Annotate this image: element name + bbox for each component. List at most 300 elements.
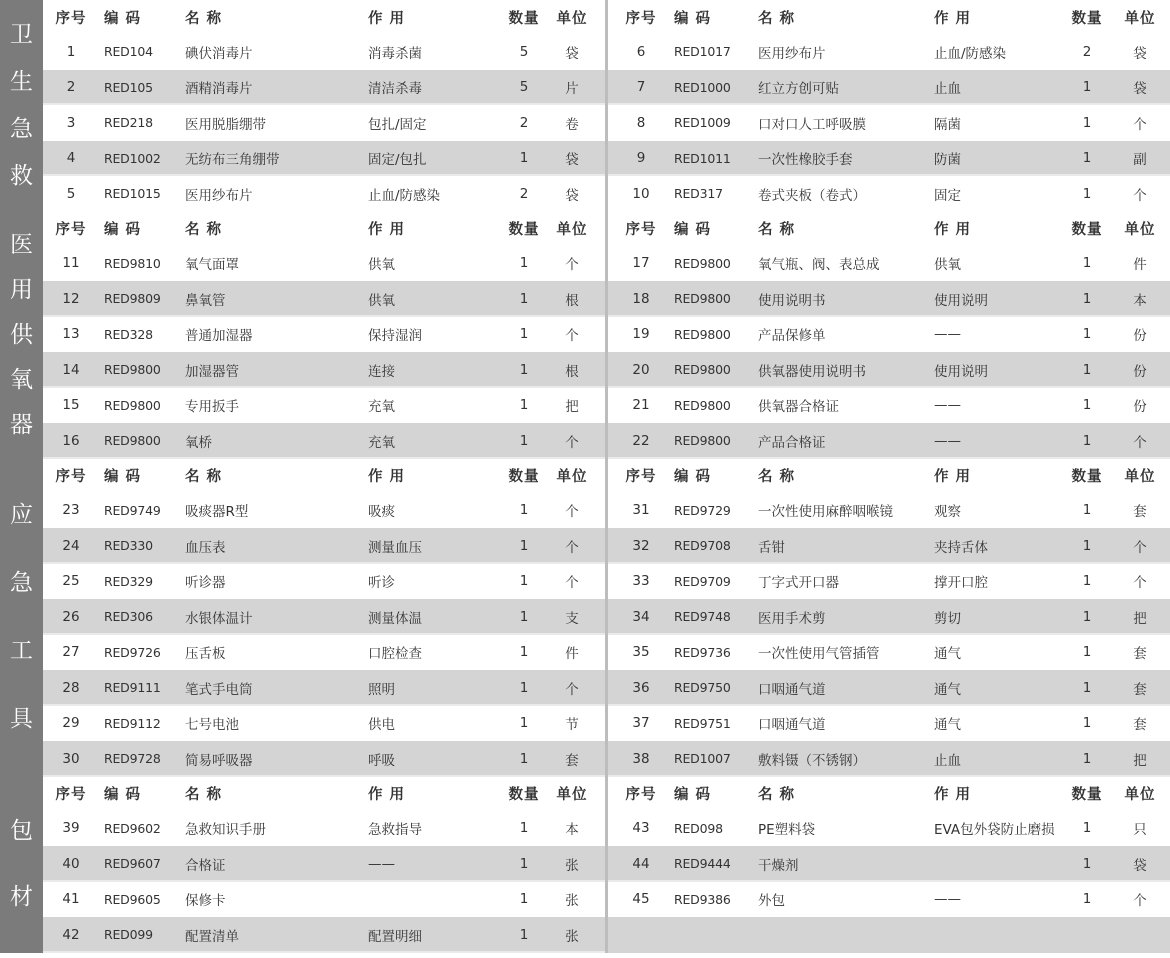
cell-num: 23 — [62, 502, 80, 519]
cell-use — [368, 882, 508, 918]
cell-name: 敷料镊（不锈钢） — [758, 752, 866, 769]
cell-num: 21 — [632, 397, 650, 414]
table-row — [43, 281, 605, 317]
cell-unit: 张 — [565, 857, 579, 874]
cell-name: 舌钳 — [758, 539, 785, 556]
cell-code: RED9800 — [104, 433, 161, 449]
cell-unit: 把 — [1133, 610, 1147, 627]
cell-unit: 个 — [565, 434, 579, 451]
cell-use: —— — [934, 432, 961, 449]
cell-unit: 份 — [1133, 399, 1147, 416]
table-row — [608, 423, 1170, 459]
cell-unit: 套 — [1133, 681, 1147, 698]
table-row — [608, 706, 1170, 742]
table-header — [608, 212, 1170, 246]
table-row — [608, 599, 1170, 635]
section-title-char: 应 — [10, 501, 33, 528]
header-use: 作 用 — [368, 10, 406, 27]
cell-num: 44 — [632, 855, 650, 872]
cell-code: RED9749 — [104, 502, 161, 518]
cell-name: 笔式手电筒 — [185, 681, 253, 698]
table-row — [43, 528, 605, 564]
cell-code: RED9736 — [674, 644, 731, 660]
cell-num: 27 — [62, 644, 80, 661]
cell-num: 9 — [636, 150, 646, 167]
right-table — [608, 459, 1170, 777]
cell-num: 15 — [62, 397, 80, 414]
cell-name: 供氧器合格证 — [758, 399, 839, 416]
cell-name: 一次性使用气管插管 — [758, 646, 880, 663]
cell-unit: 副 — [1133, 152, 1147, 169]
cell-use: 防菌 — [934, 152, 961, 169]
cell-unit: 袋 — [565, 45, 579, 62]
cell-qty: 1 — [519, 537, 529, 554]
cell-code: RED218 — [104, 115, 153, 131]
cell-use: —— — [934, 397, 961, 414]
table-row — [43, 564, 605, 600]
table-header — [43, 777, 605, 811]
cell-code: RED9726 — [104, 644, 161, 660]
header-unit: 单位 — [1124, 222, 1156, 238]
cell-qty: 1 — [519, 750, 529, 767]
cell-unit: 袋 — [565, 152, 579, 169]
section-3 — [0, 459, 1170, 777]
cell-use: 照明 — [368, 681, 395, 698]
table-row — [43, 70, 605, 106]
section-title — [0, 459, 43, 777]
cell-name: 红立方创可贴 — [758, 81, 839, 98]
cell-qty: 1 — [1082, 185, 1092, 202]
cell-name: 医用手术剪 — [758, 610, 826, 627]
table-row — [43, 599, 605, 635]
cell-unit: 本 — [1133, 292, 1147, 309]
cell-num: 38 — [632, 750, 650, 767]
cell-unit: 份 — [1133, 328, 1147, 345]
cell-unit: 个 — [565, 681, 579, 698]
table-row — [43, 423, 605, 459]
cell-num: 41 — [62, 891, 80, 908]
cell-num: 33 — [632, 573, 650, 590]
header-qty: 数量 — [1071, 787, 1103, 803]
cell-code: RED1007 — [674, 751, 731, 767]
cell-code: RED9607 — [104, 856, 161, 872]
cell-num: 16 — [62, 432, 80, 449]
cell-num: 10 — [632, 185, 650, 202]
cell-code: RED329 — [104, 573, 153, 589]
cell-use: 观察 — [934, 504, 961, 521]
cell-unit: 个 — [565, 575, 579, 592]
cell-num: 28 — [62, 679, 80, 696]
table-row — [43, 882, 605, 918]
cell-unit: 个 — [1133, 893, 1147, 910]
cell-name: 医用脱脂绷带 — [185, 116, 266, 133]
cell-qty: 1 — [1082, 608, 1092, 625]
cell-use: 测量体温 — [368, 610, 422, 627]
cell-code: RED9800 — [104, 362, 161, 378]
cell-unit: 只 — [1133, 822, 1147, 839]
header-name: 名 称 — [185, 787, 223, 803]
cell-use: 充氧 — [368, 434, 395, 451]
cell-code: RED098 — [674, 820, 723, 836]
cell-qty: 1 — [519, 150, 529, 167]
cell-qty: 1 — [519, 432, 529, 449]
cell-qty: 1 — [1082, 361, 1092, 378]
cell-name: 简易呼吸器 — [185, 752, 253, 769]
cell-code: RED099 — [104, 927, 153, 943]
cell-code: RED9112 — [104, 715, 161, 731]
header-code: 编 码 — [674, 469, 712, 485]
cell-name: 吸痰器R型 — [185, 504, 249, 521]
cell-unit: 个 — [1133, 575, 1147, 592]
cell-qty: 1 — [1082, 397, 1092, 414]
cell-code: RED9709 — [674, 573, 731, 589]
cell-code: RED9800 — [674, 255, 731, 271]
cell-use: —— — [368, 855, 395, 872]
right-table — [608, 777, 1170, 953]
cell-qty: 1 — [519, 891, 529, 908]
cell-name: 碘伏消毒片 — [185, 45, 253, 62]
cell-qty: 1 — [519, 644, 529, 661]
table-row — [608, 635, 1170, 671]
cell-use: 测量血压 — [368, 539, 422, 556]
cell-name: 一次性橡胶手套 — [758, 152, 853, 169]
cell-qty: 2 — [519, 185, 529, 202]
cell-use: —— — [934, 891, 961, 908]
cell-num: 17 — [632, 255, 650, 272]
cell-code: RED1000 — [674, 79, 731, 95]
cell-unit: 个 — [565, 257, 579, 274]
table-row — [43, 352, 605, 388]
cell-name: 无纺布三角绷带 — [185, 152, 280, 169]
cell-use: 配置明细 — [368, 928, 422, 945]
cell-use: 止血/防感染 — [368, 187, 441, 204]
cell-qty: 1 — [1082, 750, 1092, 767]
header-num: 序号 — [55, 222, 87, 238]
cell-use: 包扎/固定 — [368, 116, 427, 133]
table-row — [43, 246, 605, 282]
header-unit: 单位 — [556, 469, 588, 485]
cell-name: 血压表 — [185, 539, 226, 556]
cell-use: 吸痰 — [368, 504, 395, 521]
cell-unit: 根 — [565, 292, 579, 309]
cell-qty: 1 — [1082, 855, 1092, 872]
cell-num: 39 — [62, 820, 80, 837]
cell-unit: 卷 — [565, 116, 579, 133]
cell-num: 4 — [66, 150, 76, 167]
cell-unit: 个 — [565, 539, 579, 556]
cell-use: 止血/防感染 — [934, 45, 1007, 62]
cell-qty: 1 — [1082, 537, 1092, 554]
cell-qty: 1 — [1082, 432, 1092, 449]
table-row — [43, 635, 605, 671]
cell-code: RED1015 — [104, 186, 161, 202]
table-row — [608, 493, 1170, 529]
cell-name: 加湿器管 — [185, 363, 239, 380]
table-row — [608, 811, 1170, 847]
cell-qty: 1 — [519, 502, 529, 519]
cell-code: RED9748 — [674, 609, 731, 625]
table-row — [43, 388, 605, 424]
cell-name: 医用纱布片 — [758, 45, 826, 62]
table-row — [43, 317, 605, 353]
section-title-char: 用 — [10, 276, 33, 303]
cell-num: 24 — [62, 537, 80, 554]
cell-qty: 1 — [1082, 679, 1092, 696]
left-table — [43, 777, 605, 953]
section-title — [0, 0, 43, 212]
cell-use: —— — [934, 326, 961, 343]
table-header — [43, 212, 605, 246]
cell-qty: 1 — [1082, 891, 1092, 908]
cell-qty: 1 — [519, 397, 529, 414]
cell-name: 氧气面罩 — [185, 257, 239, 274]
cell-qty: 1 — [519, 573, 529, 590]
cell-qty: 1 — [1082, 79, 1092, 96]
cell-num: 20 — [632, 361, 650, 378]
cell-num: 43 — [632, 820, 650, 837]
table-row — [608, 882, 1170, 918]
cell-code: RED9708 — [674, 538, 731, 554]
cell-qty: 1 — [1082, 114, 1092, 131]
cell-unit: 袋 — [1133, 81, 1147, 98]
cell-unit: 把 — [565, 399, 579, 416]
section-title-char: 急 — [10, 569, 33, 596]
cell-qty: 1 — [519, 326, 529, 343]
cell-num: 31 — [632, 502, 650, 519]
cell-unit: 件 — [565, 646, 579, 663]
cell-qty: 1 — [1082, 326, 1092, 343]
cell-use: 使用说明 — [934, 363, 988, 380]
cell-use: 止血 — [934, 752, 961, 769]
table-header — [43, 0, 605, 34]
cell-name: PE塑料袋 — [758, 822, 816, 839]
cell-code: RED9800 — [674, 291, 731, 307]
cell-unit: 个 — [1133, 187, 1147, 204]
cell-code: RED330 — [104, 538, 153, 554]
cell-code: RED9810 — [104, 255, 161, 271]
cell-name: 普通加湿器 — [185, 328, 253, 345]
cell-name: 急救知识手册 — [185, 822, 266, 839]
cell-code: RED1011 — [674, 150, 731, 166]
section-1 — [0, 0, 1170, 212]
table-row — [43, 176, 605, 212]
header-name: 名 称 — [185, 222, 223, 238]
header-num: 序号 — [55, 787, 87, 803]
cell-num: 13 — [62, 326, 80, 343]
cell-qty: 1 — [1082, 820, 1092, 837]
cell-use: 清洁杀毒 — [368, 81, 422, 98]
cell-unit: 节 — [565, 717, 579, 734]
header-unit: 单位 — [1124, 787, 1156, 803]
section-title-char: 医 — [10, 231, 33, 258]
right-table — [608, 212, 1170, 459]
cell-name: 合格证 — [185, 857, 226, 874]
cell-use: 呼吸 — [368, 752, 395, 769]
table-row — [608, 352, 1170, 388]
cell-code: RED1002 — [104, 150, 161, 166]
cell-code: RED9750 — [674, 680, 731, 696]
table-row — [43, 917, 605, 953]
cell-code: RED9728 — [104, 751, 161, 767]
cell-use: 保持湿润 — [368, 328, 422, 345]
cell-use: 供电 — [368, 717, 395, 734]
cell-name: 酒精消毒片 — [185, 81, 253, 98]
cell-num: 36 — [632, 679, 650, 696]
table-row — [608, 317, 1170, 353]
cell-use: 夹持舌体 — [934, 539, 988, 556]
cell-name: 保修卡 — [185, 893, 226, 910]
table-row — [608, 670, 1170, 706]
cell-qty: 1 — [519, 608, 529, 625]
header-use: 作 用 — [368, 787, 406, 803]
cell-use: EVA包外袋防止磨损 — [934, 822, 1055, 839]
empty-row — [608, 917, 1170, 953]
table-row — [608, 741, 1170, 777]
cell-qty: 2 — [519, 114, 529, 131]
cell-name: 外包 — [758, 893, 785, 910]
header-code: 编 码 — [104, 469, 142, 485]
cell-num: 2 — [66, 79, 76, 96]
header-num: 序号 — [55, 469, 87, 485]
cell-qty: 1 — [519, 715, 529, 732]
table-row — [608, 70, 1170, 106]
cell-name: 氧桥 — [185, 434, 212, 451]
header-num: 序号 — [625, 469, 657, 485]
header-unit: 单位 — [1124, 469, 1156, 485]
right-table — [608, 0, 1170, 212]
cell-code: RED9386 — [674, 891, 731, 907]
header-code: 编 码 — [674, 787, 712, 803]
cell-code: RED9809 — [104, 291, 161, 307]
table-row — [608, 34, 1170, 70]
cell-unit: 张 — [565, 893, 579, 910]
cell-name: 专用扳手 — [185, 399, 239, 416]
cell-unit: 张 — [565, 928, 579, 945]
cell-name: 配置清单 — [185, 928, 239, 945]
table-row — [43, 141, 605, 177]
cell-unit: 套 — [565, 752, 579, 769]
cell-code: RED1017 — [674, 44, 731, 60]
cell-qty: 1 — [1082, 502, 1092, 519]
cell-code: RED9729 — [674, 502, 731, 518]
header-use: 作 用 — [368, 469, 406, 485]
cell-num: 42 — [62, 926, 80, 943]
cell-num: 14 — [62, 361, 80, 378]
header-name: 名 称 — [758, 10, 796, 27]
cell-name: 供氧器使用说明书 — [758, 363, 866, 380]
cell-unit: 套 — [1133, 504, 1147, 521]
header-use: 作 用 — [934, 10, 972, 27]
cell-code: RED9111 — [104, 680, 161, 696]
header-code: 编 码 — [674, 10, 712, 27]
cell-num: 22 — [632, 432, 650, 449]
cell-name: 口咽通气道 — [758, 681, 826, 698]
header-qty: 数量 — [508, 469, 540, 485]
cell-num: 3 — [66, 114, 76, 131]
cell-num: 37 — [632, 715, 650, 732]
cell-use: 固定/包扎 — [368, 152, 427, 169]
header-name: 名 称 — [758, 469, 796, 485]
header-name: 名 称 — [758, 222, 796, 238]
table-row — [608, 564, 1170, 600]
cell-code: RED9444 — [674, 856, 731, 872]
table-header — [608, 0, 1170, 34]
cell-use: 使用说明 — [934, 292, 988, 309]
cell-qty: 1 — [519, 361, 529, 378]
cell-num: 40 — [62, 855, 80, 872]
cell-name: 七号电池 — [185, 717, 239, 734]
cell-qty: 1 — [519, 926, 529, 943]
cell-unit: 根 — [565, 363, 579, 380]
cell-unit: 片 — [565, 81, 579, 98]
header-qty: 数量 — [508, 787, 540, 803]
section-title-char: 具 — [10, 706, 33, 733]
cell-code: RED9800 — [104, 397, 161, 413]
header-qty: 数量 — [1071, 469, 1103, 485]
cell-use: 通气 — [934, 681, 961, 698]
cell-use: 止血 — [934, 81, 961, 98]
cell-qty: 1 — [1082, 573, 1092, 590]
cell-code: RED105 — [104, 79, 153, 95]
cell-code: RED306 — [104, 609, 153, 625]
header-qty: 数量 — [508, 222, 540, 238]
table-row — [43, 34, 605, 70]
cell-use — [934, 846, 1074, 882]
table-header — [43, 459, 605, 493]
cell-qty: 5 — [519, 43, 529, 60]
table-row — [608, 105, 1170, 141]
section-title-char: 工 — [10, 638, 33, 665]
table-row — [43, 105, 605, 141]
cell-unit: 件 — [1133, 257, 1147, 274]
table-row — [608, 176, 1170, 212]
cell-num: 29 — [62, 715, 80, 732]
cell-use: 供氧 — [934, 257, 961, 274]
cell-qty: 1 — [1082, 644, 1092, 661]
cell-qty: 1 — [519, 255, 529, 272]
cell-unit: 本 — [565, 822, 579, 839]
cell-qty: 1 — [519, 855, 529, 872]
section-title — [0, 212, 43, 459]
table-row — [608, 281, 1170, 317]
header-code: 编 码 — [104, 222, 142, 238]
table-row — [43, 493, 605, 529]
cell-name: 鼻氧管 — [185, 292, 226, 309]
cell-num: 30 — [62, 750, 80, 767]
header-use: 作 用 — [368, 222, 406, 238]
cell-unit: 个 — [1133, 539, 1147, 556]
header-use: 作 用 — [934, 787, 972, 803]
cell-num: 6 — [636, 43, 646, 60]
cell-qty: 1 — [519, 820, 529, 837]
cell-use: 隔菌 — [934, 116, 961, 133]
cell-qty: 1 — [1082, 255, 1092, 272]
cell-name: 氧气瓶、阀、表总成 — [758, 257, 880, 274]
cell-qty: 1 — [1082, 150, 1092, 167]
header-num: 序号 — [55, 10, 87, 27]
cell-unit: 个 — [1133, 434, 1147, 451]
cell-code: RED9800 — [674, 397, 731, 413]
cell-name: 一次性使用麻醉咽喉镜 — [758, 504, 893, 521]
table-row — [608, 528, 1170, 564]
header-num: 序号 — [625, 787, 657, 803]
cell-code: RED9751 — [674, 715, 731, 731]
table-row — [43, 741, 605, 777]
cell-num: 18 — [632, 290, 650, 307]
header-code: 编 码 — [104, 787, 142, 803]
cell-num: 11 — [62, 255, 80, 272]
section-2 — [0, 212, 1170, 459]
